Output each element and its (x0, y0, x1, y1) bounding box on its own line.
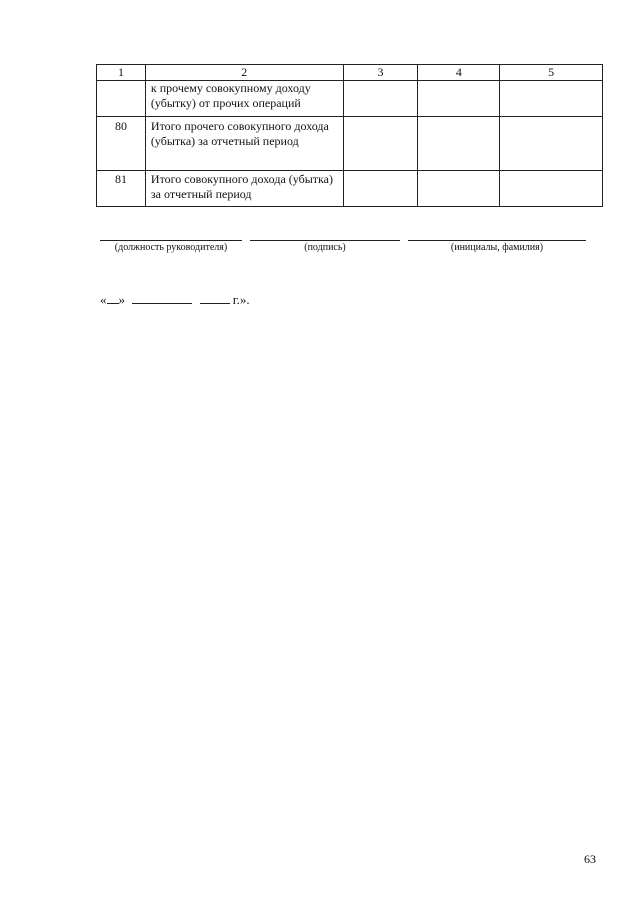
row-value-4 (418, 171, 500, 207)
row-value-5 (500, 117, 603, 171)
table-row (97, 81, 603, 117)
row-description: Итого прочего совокупного дохода (убытка) за отчетный период (145, 117, 343, 171)
row-number: 80 (97, 117, 146, 171)
table-row (97, 171, 603, 207)
header-cell-2: 2 (145, 65, 343, 81)
date-suffix: г.». (232, 292, 250, 307)
signature-caption: (подпись) (304, 242, 346, 253)
page-number: 63 (584, 852, 596, 866)
row-value-3 (343, 81, 418, 117)
row-description: Итого совокупного дохода (убытка) за отчетный период (145, 171, 343, 207)
header-cell-5: 5 (500, 65, 603, 81)
row-number (97, 81, 146, 117)
row-value-3 (343, 117, 418, 171)
date-close-quote: » (118, 292, 125, 307)
report-table (96, 64, 603, 207)
position-signature-line (100, 240, 242, 241)
name-caption: (инициалы, фамилия) (450, 242, 544, 253)
day-blank (107, 292, 119, 304)
date-open-quote: « (100, 292, 107, 307)
header-cell-1: 1 (97, 65, 146, 81)
row-value-4 (418, 81, 500, 117)
row-number: 81 (97, 171, 146, 207)
date-line (100, 292, 250, 308)
row-value-4 (418, 117, 500, 171)
row-value-5 (500, 81, 603, 117)
signature-line (250, 240, 400, 241)
position-caption: (должность руководителя) (114, 242, 228, 253)
row-value-3 (343, 171, 418, 207)
row-description: к прочему совокупному доходу (убытку) от прочих операций (145, 81, 343, 117)
table-row (97, 117, 603, 171)
header-row (97, 65, 603, 81)
year-blank (200, 292, 230, 304)
header-cell-4: 4 (418, 65, 500, 81)
row-value-5 (500, 171, 603, 207)
name-signature-line (408, 240, 586, 241)
header-cell-3: 3 (343, 65, 418, 81)
month-blank (132, 292, 192, 304)
